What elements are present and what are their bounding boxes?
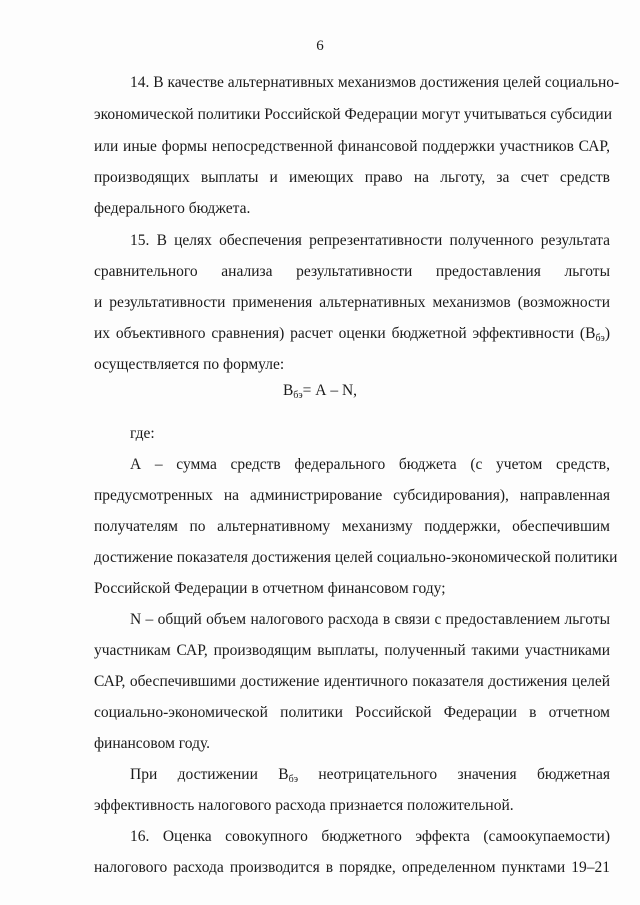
definition-a-line-3: получателям по альтернативному механизму поддержки, обеспечившим — [94, 518, 610, 535]
definition-a-line-5: Российской Федерации в отчетном финансовом году; — [94, 580, 446, 597]
page-number: 6 — [316, 38, 324, 54]
paragraph-16-line-2: налогового расхода производится в порядке, определенном пунктами 19–21 — [94, 859, 610, 876]
paragraph-14-line-3: или иные формы непосредственной финансовой поддержки участников САР, — [94, 138, 610, 155]
paragraph-14-line-5: федерального бюджета. — [94, 200, 251, 217]
conclusion-line-1: При достижении $В_{бэ}$ неотрицательного значения бюджетная — [130, 766, 610, 785]
paragraph-16-line-1: 16. Оценка совокупного бюджетного эффекта (самоокупаемости) — [130, 828, 610, 845]
paragraph-15-line-4: их объективного сравнения) расчет оценки бюджетной эффективности $(В_{бэ})$ — [94, 325, 610, 344]
definition-n-line-3: САР, обеспечившими достижение идентичного показателя достижения целей — [94, 673, 610, 690]
paragraph-14-line-1: 14. В качестве альтернативных механизмов достижения целей социально- — [130, 74, 620, 91]
paragraph-14-line-2: экономической политики Российской Федерации могут учитываться субсидии — [94, 106, 613, 123]
paragraph-15-line-2: сравнительного анализа результативности предоставления льготы — [94, 263, 610, 280]
formula: $В_{бэ}= А - N$, — [282, 382, 358, 401]
conclusion-line-2: эффективность налогового расхода признается положительной. — [94, 797, 514, 814]
paragraph-15-line-1: 15. В целях обеспечения репрезентативности полученного результата — [130, 232, 610, 249]
definition-n-line-1: N – общий объем налогового расхода в связи с предоставлением льготы — [130, 611, 610, 628]
paragraph-14-line-4: производящих выплаты и имеющих право на льготу, за счет средств — [94, 169, 610, 186]
definition-a-line-1: А – сумма средств федерального бюджета (с учетом средств, — [130, 456, 610, 473]
where-label: где: — [130, 425, 155, 442]
definition-n-line-4: социально-экономической политики Российской Федерации в отчетном — [94, 704, 610, 721]
definition-a-line-2: предусмотренных на администрирование субсидирования), направленная — [94, 487, 610, 504]
paragraph-15-line-5: осуществляется по формуле: — [94, 356, 285, 373]
definition-a-line-4: достижение показателя достижения целей социально-экономической политики — [94, 549, 618, 566]
definition-n-line-5: финансовом году. — [94, 735, 211, 752]
paragraph-15-line-3: и результативности применения альтернативных механизмов (возможности — [94, 294, 610, 311]
definition-n-line-2: участникам САР, производящим выплаты, полученный такими участниками — [94, 642, 610, 659]
